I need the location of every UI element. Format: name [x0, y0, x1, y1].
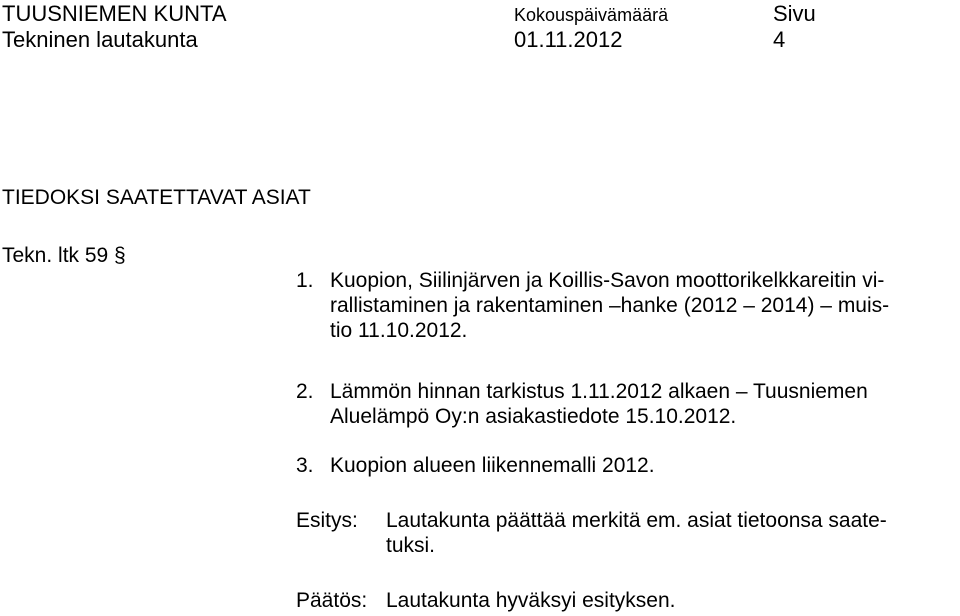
- proposal-label: Esitys:: [296, 509, 358, 532]
- section-title: TIEDOKSI SAATETTAVAT ASIAT: [2, 186, 311, 209]
- case-reference: Tekn. ltk 59 §: [2, 244, 126, 267]
- item-number: 1.: [296, 269, 314, 292]
- item-number: 3.: [296, 454, 314, 477]
- item-text-line: tio 11.10.2012.: [330, 319, 468, 342]
- decision-text: Lautakunta hyväksyi esityksen.: [386, 589, 676, 612]
- meeting-date-label: Kokouspäivämäärä: [514, 5, 669, 25]
- item-text-line: Lämmön hinnan tarkistus 1.11.2012 alkaen – Tuusniemen: [330, 380, 868, 403]
- page-label: Sivu: [773, 1, 816, 26]
- proposal-text-line: tuksi.: [386, 534, 436, 557]
- item-text-line: Kuopion, Siilinjärven ja Koillis-Savon moottorikelkkareitin vi-: [330, 269, 885, 292]
- item-number: 2.: [296, 380, 314, 403]
- decision-label: Päätös:: [296, 589, 368, 612]
- proposal-text-line: Lautakunta päättää merkitä em. asiat tietoonsa saate-: [386, 509, 887, 532]
- item-text-line: Kuopion alueen liikennemalli 2012.: [330, 454, 655, 477]
- item-text-line: Aluelämpö Oy:n asiakastiedote 15.10.2012.: [330, 405, 737, 428]
- page-number: 4: [773, 27, 786, 52]
- organization-name: TUUSNIEMEN KUNTA: [2, 1, 227, 26]
- board-name: Tekninen lautakunta: [2, 27, 198, 52]
- meeting-date: 01.11.2012: [514, 27, 623, 52]
- item-text-line: rallistaminen ja rakentaminen –hanke (2012 – 2014) – muis-: [330, 294, 890, 317]
